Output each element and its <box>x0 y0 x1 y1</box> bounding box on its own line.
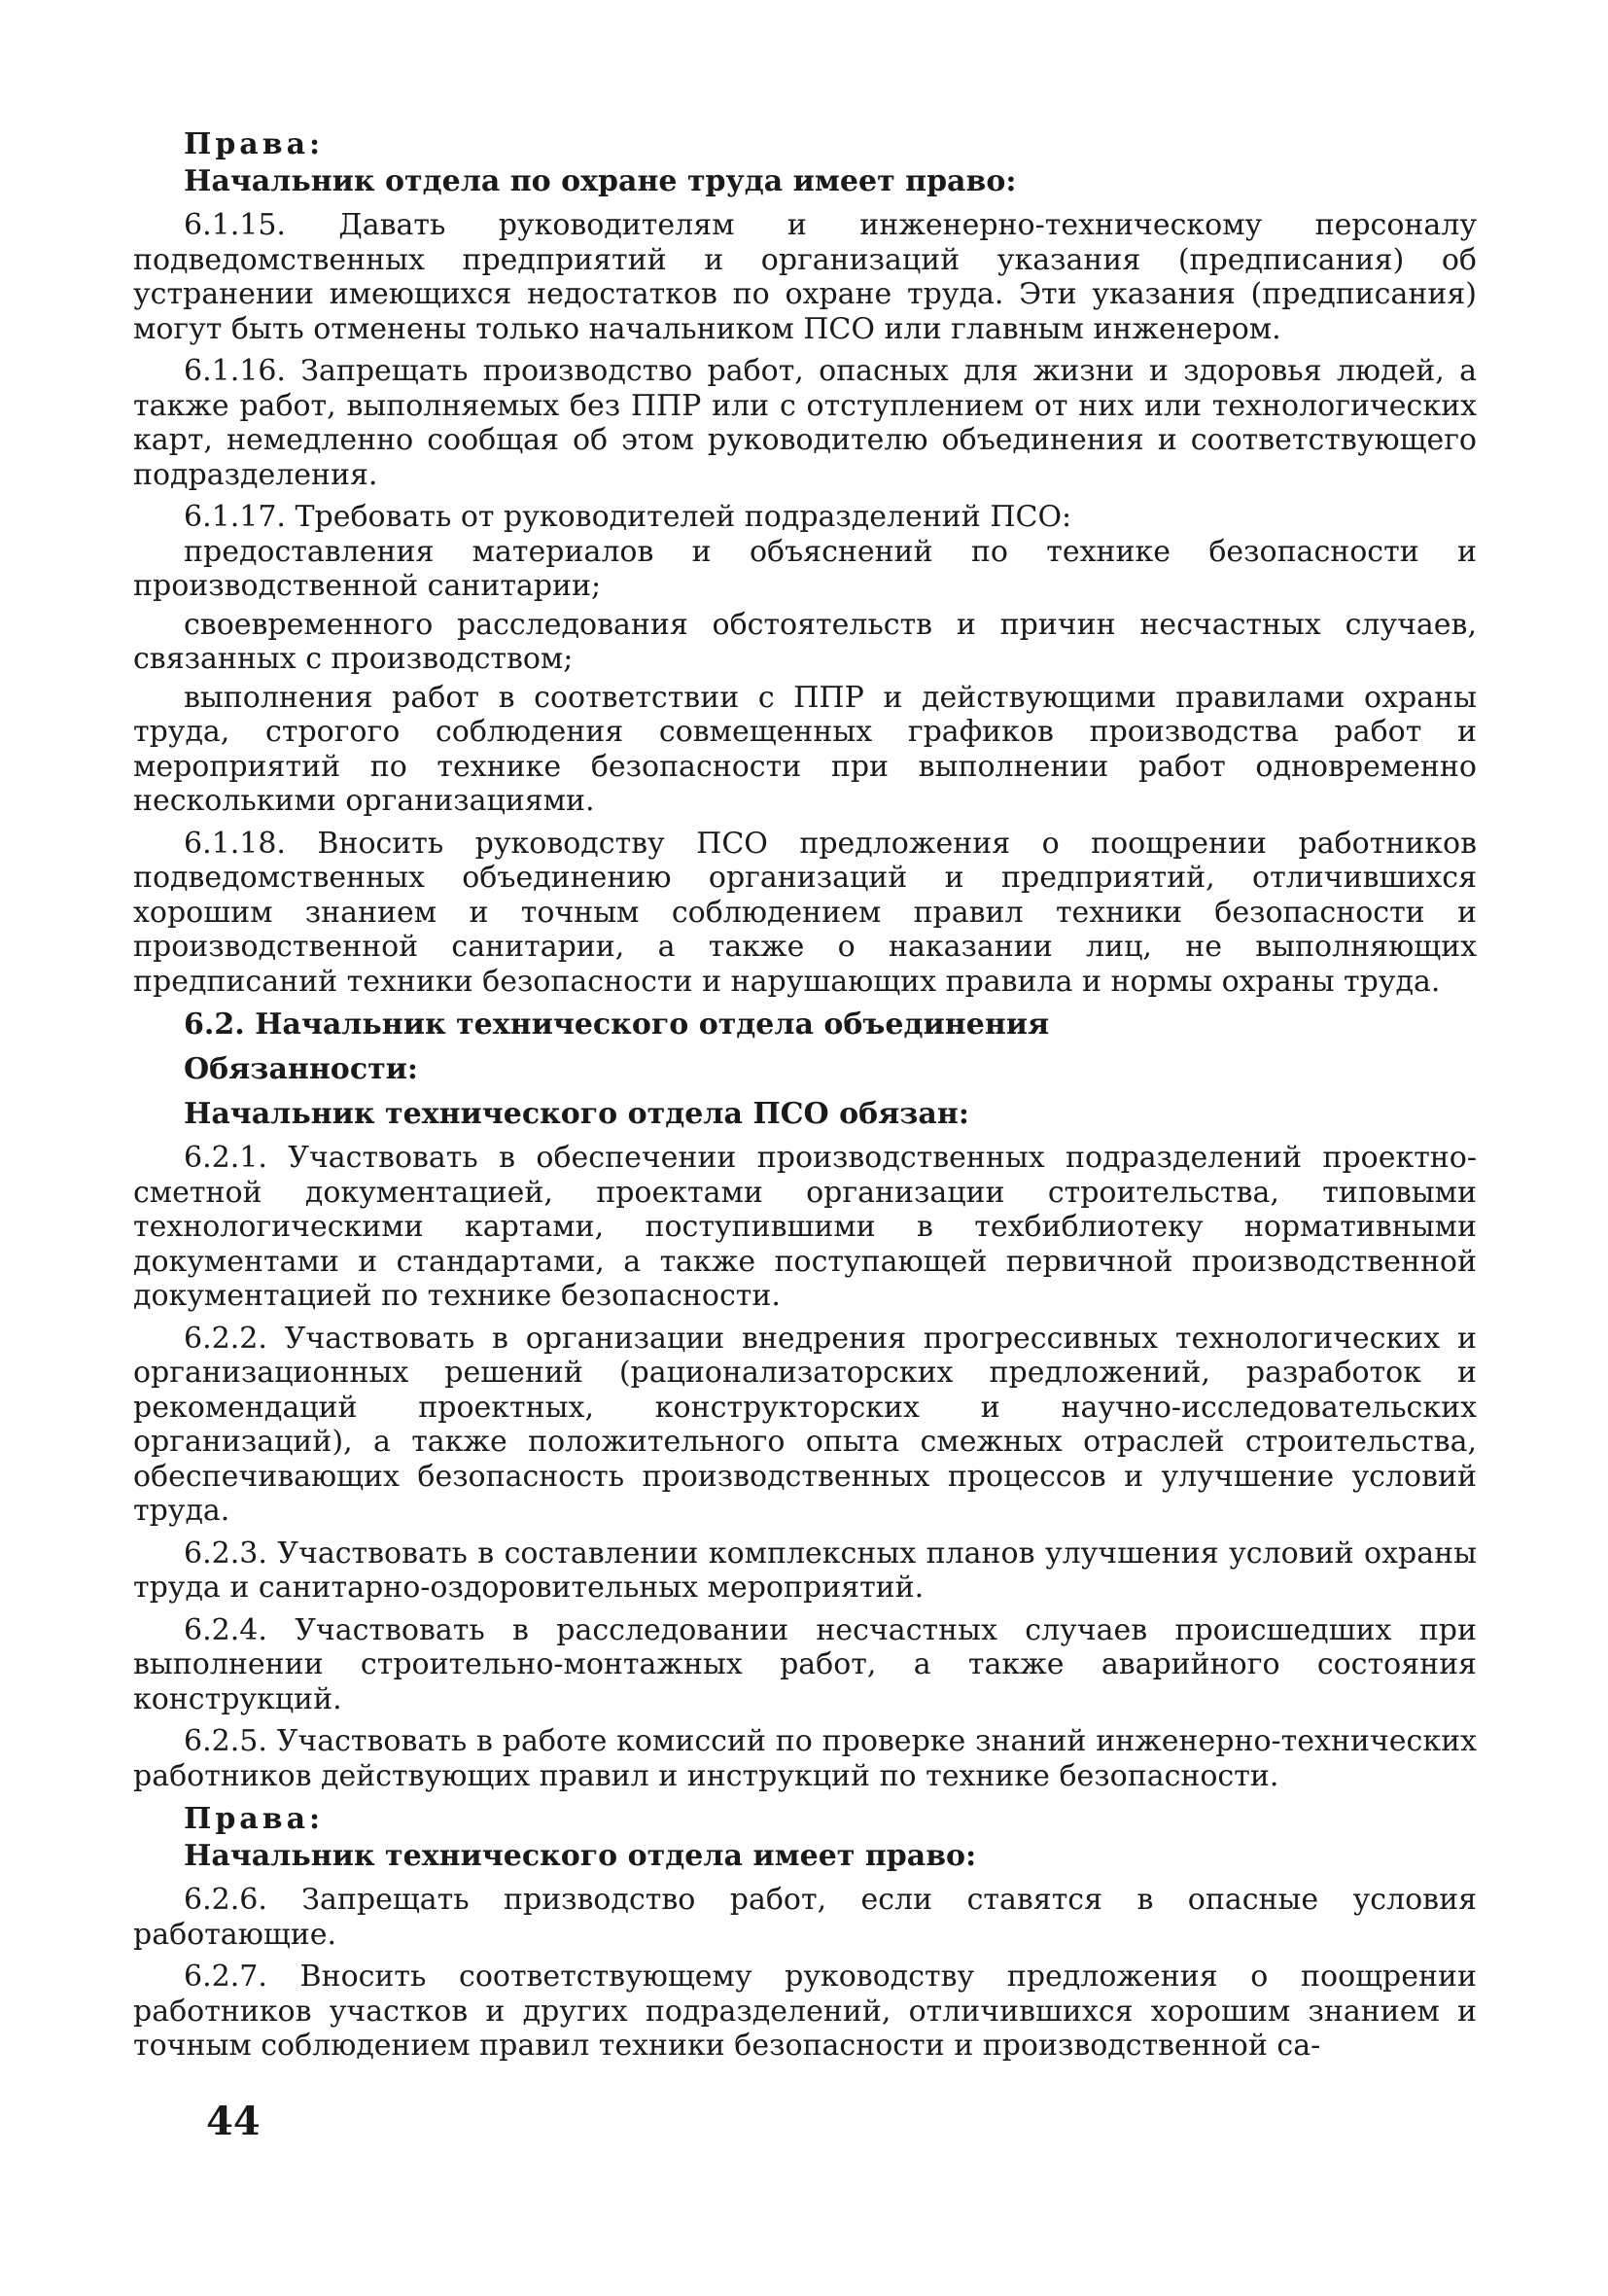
paragraph-6-1-15: 6.1.15. Давать руководителям и инженерно-техническому персоналу подведомственных предприятий и организаций указания (предписания) об устранении имеющихся недостатков по охране труда. Эти указания (предписания) могут быть отменены только начальником ПСО или главным инженером. <box>133 208 1477 346</box>
paragraph-6-2-2: 6.2.2. Участвовать в организации внедрения прогрессивных технологических и организационных решений (рационализаторских предложений, разработок и рекомендаций проектных, конструкторских и научно-исследовательских организаций), а также положительного опыта смежных отраслей строительства, обеспечивающих безопасность производственных процессов и улучшение условий труда. <box>133 1321 1477 1528</box>
paragraph-6-2-4: 6.2.4. Участвовать в расследовании несчастных случаев происшедших при выполнении строительно-монтажных работ, а также аварийного состояния конструкций. <box>133 1612 1477 1716</box>
rights-label: Права: <box>184 127 325 161</box>
paragraph-6-2-3: 6.2.3. Участвовать в составлении комплексных планов улучшения условий охраны труда и санитарно-оздоровительных мероприятий. <box>133 1536 1477 1605</box>
rights-heading-2: Начальник технического отдела имеет право: <box>184 1839 977 1873</box>
duties-label: Обязанности: <box>184 1052 418 1086</box>
paragraph-6-1-17-b: своевременного расследования обстоятельств и причин несчастных случаев, связанных с производством; <box>133 607 1477 676</box>
paragraph-6-1-17: 6.1.17. Требовать от руководителей подразделений ПСО: <box>184 500 1072 534</box>
rights-label-2: Права: <box>184 1802 325 1836</box>
paragraph-6-1-17-a: предоставления материалов и объяснений по технике безопасности и производственной санитарии; <box>133 534 1477 603</box>
section-heading-6-2: 6.2. Начальник технического отдела объединения <box>184 1007 1050 1042</box>
page-number: 44 <box>206 2099 261 2144</box>
paragraph-6-2-5: 6.2.5. Участвовать в работе комиссий по проверке знаний инженерно-технических работников действующих правил и инструкций по технике безопасности. <box>133 1724 1477 1793</box>
rights-heading: Начальник отдела по охране труда имеет право: <box>184 164 1017 198</box>
paragraph-6-1-18: 6.1.18. Вносить руководству ПСО предложения о поощрении работников подведомственных объединению организаций и предприятий, отличившихся хорошим знанием и точным соблюдением правил техники безопасности и производственной санитарии, а также о наказании лиц, не выполняющих предписаний техники безопасности и нарушающих правила и нормы охраны труда. <box>133 826 1477 999</box>
paragraph-6-2-7: 6.2.7. Вносить соответствующему руководству предложения о поощрении работников участков и других подразделений, отличившихся хорошим знанием и точным соблюдением правил техники безопасности и производственной са- <box>133 1960 1477 2063</box>
duties-heading: Начальник технического отдела ПСО обязан: <box>184 1097 969 1131</box>
paragraph-6-1-17-c: выполнения работ в соответствии с ППР и действующими правилами охраны труда, строгого соблюдения совмещенных графиков производства работ и мероприятий по технике безопасности при выполнении работ одновременно несколькими организациями. <box>133 680 1477 818</box>
paragraph-6-2-6: 6.2.6. Запрещать призводство работ, если ставятся в опасные условия работающие. <box>133 1883 1477 1952</box>
paragraph-6-1-16: 6.1.16. Запрещать производство работ, опасных для жизни и здоровья людей, а также работ, выполняемых без ППР или с отступлением от них или технологических карт, немедленно сообщая об этом руководителю объединения и соответствующего подразделения. <box>133 354 1477 492</box>
document-page <box>133 126 1477 2149</box>
paragraph-6-2-1: 6.2.1. Участвовать в обеспечении производственных подразделений проектно-сметной документацией, проектами организации строительства, типовыми технологическими картами, поступившими в техбиблиотеку нормативными документами и стандартами, а также поступающей первичной производственной документацией по технике безопасности. <box>133 1141 1477 1313</box>
